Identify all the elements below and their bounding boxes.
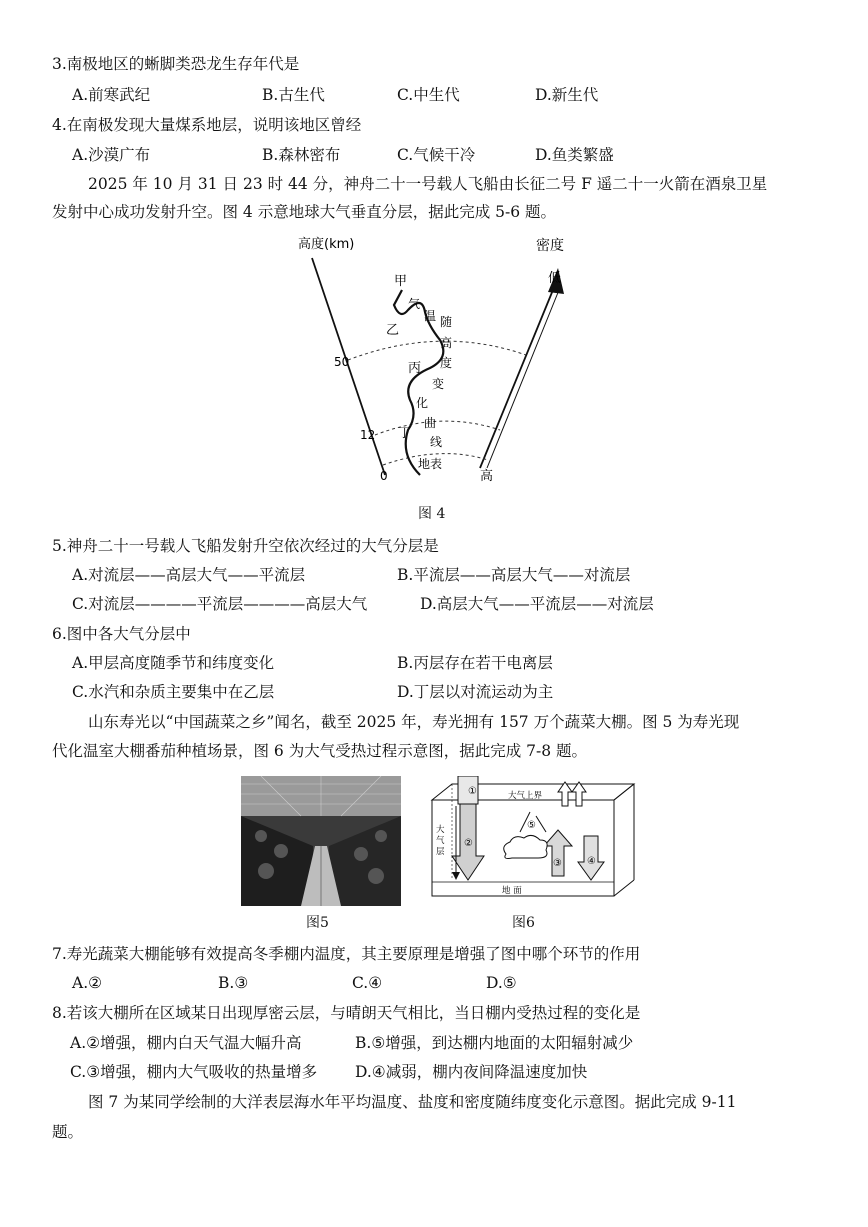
fig6-atmo-char-2: 气 [436, 836, 445, 846]
fig6-num-3: ③ [553, 858, 562, 869]
q8-option-c: C.③增强，棚内大气吸收的热量增多 [70, 1063, 318, 1081]
q7-option-b: B.③ [218, 974, 249, 992]
fig6-ground-label: 地 面 [502, 886, 522, 896]
fig4-curve-char-2: 温 [424, 309, 437, 323]
q6-option-d: D.丁层以对流运动为主 [397, 683, 554, 701]
fig6-atmo-char-3: 层 [436, 847, 445, 857]
greenhouse-photo [241, 776, 401, 906]
intro1-line2: 发射中心成功发射升空。图 4 示意地球大气垂直分层，据此完成 5-6 题。 [52, 203, 557, 221]
fig4-density-label: 密度 [536, 238, 564, 254]
fig6-num-1: ① [468, 786, 477, 797]
fig4-surface-label: 地表 [418, 457, 443, 471]
q4-option-a: A.沙漠广布 [72, 146, 151, 164]
q3-stem: 3.南极地区的蜥脚类恐龙生存年代是 [52, 55, 300, 73]
q3-option-b: B.古生代 [262, 86, 325, 104]
fig4-curve-char-1: 气 [408, 297, 421, 311]
fig4-tick-50: 50 [334, 355, 350, 369]
figure-4-diagram [290, 230, 580, 490]
fig6-num-5: ⑤ [527, 820, 536, 831]
fig4-curve-char-9: 线 [430, 435, 443, 449]
q4-option-c: C.气候干冷 [397, 146, 476, 164]
q7-stem: 7.寿光蔬菜大棚能够有效提高冬季棚内温度，其主要原理是增强了图中哪个环节的作用 [52, 945, 641, 963]
fig4-y-label: 高度(km) [298, 237, 355, 252]
fig4-tick-12: 12 [360, 428, 376, 442]
fig4-curve-char-5: 度 [440, 356, 453, 370]
fig4-curve-char-4: 高 [440, 336, 453, 350]
fig4-curve-char-7: 化 [416, 396, 429, 410]
intro1-line1: 2025 年 10 月 31 日 23 时 44 分，神舟二十一号载人飞船由长征二号 F 遥二十一火箭在酒泉卫星 [88, 175, 768, 193]
q8-option-d: D.④减弱，棚内夜间降温速度加快 [355, 1063, 588, 1081]
q5-option-d: D.高层大气——平流层——对流层 [420, 595, 654, 613]
q3-option-c: C.中生代 [397, 86, 460, 104]
q5-option-b: B.平流层——高层大气——对流层 [397, 566, 631, 584]
fig4-curve-char-8: 曲 [424, 416, 437, 430]
q8-option-b: B.⑤增强，到达棚内地面的太阳辐射减少 [355, 1034, 634, 1052]
q7-option-a: A.② [72, 974, 103, 992]
q4-option-d: D.鱼类繁盛 [535, 146, 614, 164]
fig4-layer-yi: 乙 [386, 323, 400, 338]
fig6-atmo-char-1: 大 [436, 825, 445, 835]
q3-option-a: A.前寒武纪 [72, 86, 151, 104]
q5-option-a: A.对流层——高层大气——平流层 [72, 566, 306, 584]
fig4-tick-0: 0 [380, 469, 388, 483]
figure-6-diagram [428, 776, 638, 906]
fig5-caption: 图5 [306, 915, 329, 931]
intro3-line1: 图 7 为某同学绘制的大洋表层海水年平均温度、盐度和密度随纬度变化示意图。据此完成 9-11 [88, 1093, 737, 1111]
q3-option-d: D.新生代 [535, 86, 599, 104]
fig6-num-4: ④ [587, 856, 596, 867]
q4-option-b: B.森林密布 [262, 146, 341, 164]
fig4-low-label: 低 [548, 271, 562, 286]
q5-stem: 5.神舟二十一号载人飞船发射升空依次经过的大气分层是 [52, 537, 439, 555]
fig6-caption: 图6 [512, 915, 535, 931]
q6-option-c: C.水汽和杂质主要集中在乙层 [72, 683, 275, 701]
intro3-line2: 题。 [52, 1123, 84, 1141]
q7-option-c: C.④ [352, 974, 383, 992]
intro2-line1: 山东寿光以“中国蔬菜之乡”闻名，截至 2025 年，寿光拥有 157 万个蔬菜大棚。图 5 为寿光现 [88, 713, 740, 731]
fig4-layer-jia: 甲 [394, 274, 408, 289]
fig6-top-label: 大气上界 [508, 791, 543, 801]
fig4-layer-ding: 丁 [398, 426, 412, 441]
fig4-layer-bing: 丙 [408, 361, 422, 376]
q6-stem: 6.图中各大气分层中 [52, 625, 191, 643]
q4-stem: 4.在南极发现大量煤系地层，说明该地区曾经 [52, 116, 362, 134]
fig4-caption: 图 4 [418, 506, 446, 522]
q8-stem: 8.若该大棚所在区域某日出现厚密云层，与晴朗天气相比，当日棚内受热过程的变化是 [52, 1004, 641, 1022]
q7-option-d: D.⑤ [486, 974, 517, 992]
intro2-line2: 代化温室大棚番茄种植场景，图 6 为大气受热过程示意图，据此完成 7-8 题。 [52, 742, 588, 760]
q8-option-a: A.②增强，棚内白天气温大幅升高 [70, 1034, 302, 1052]
fig6-num-2: ② [464, 838, 473, 849]
q5-option-c: C.对流层————平流层————高层大气 [72, 595, 368, 613]
fig4-curve-char-3: 随 [440, 315, 453, 329]
fig4-high-label: 高 [480, 469, 494, 484]
q6-option-b: B.丙层存在若干电离层 [397, 654, 553, 672]
q6-option-a: A.甲层高度随季节和纬度变化 [72, 654, 275, 672]
fig4-curve-char-6: 变 [432, 377, 445, 391]
